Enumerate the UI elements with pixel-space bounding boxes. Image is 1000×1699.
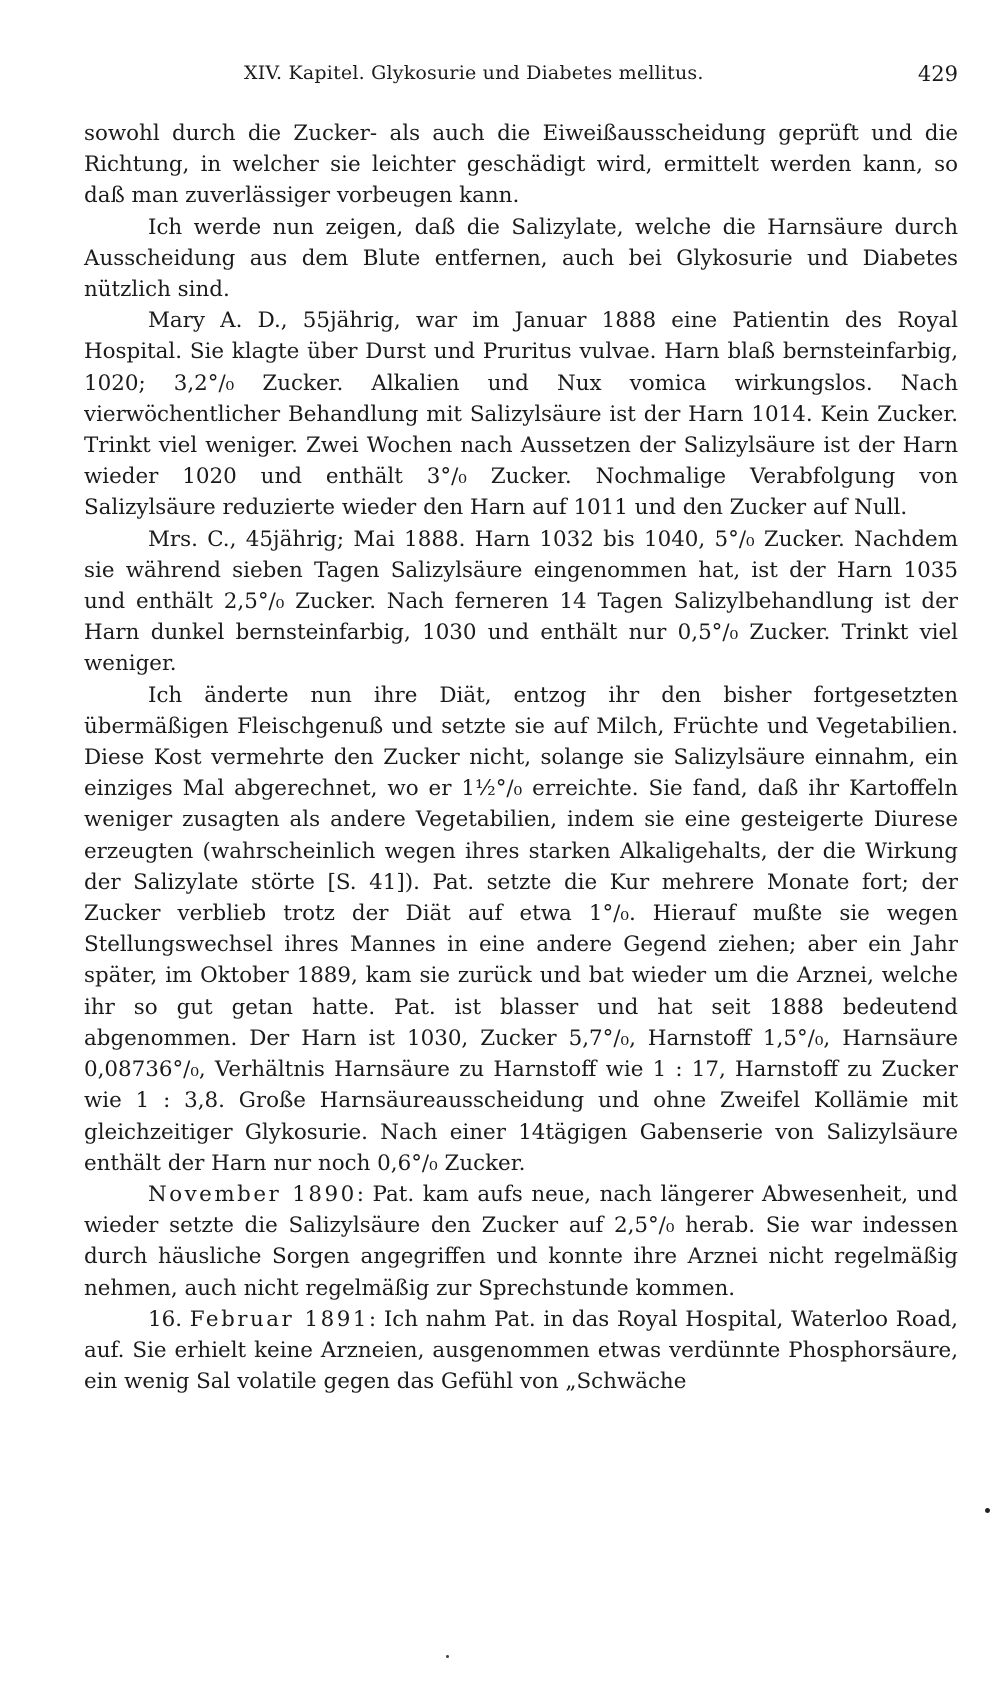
date-heading: November 1890: [148, 1181, 357, 1207]
paragraph: [84, 680, 958, 1179]
running-header: [84, 62, 958, 92]
text-run: Ich änderte nun ihre Diät, entzog ihr den bisher fortgesetzten übermäßigen Fleischgenuß und setzte sie auf Milch, Früchte und Vegetabilien. Diese Kost vermehrte den Zucker nicht, solange sie Salizylsäure einnahm, ein einziges Mal abgerechnet, wo er 1½°/₀ erreichte. Sie fand, daß ihr Kartoffeln weniger zusagten als andere Vegetabilien, indem sie eine gesteigerte Diurese erzeugten (wahrscheinlich wegen ihres starken Alkaligehalts, der die Wirkung der Salizylate störte [S. 41]). Pat. setzte die Kur mehrere Monate fort; der Zucker verblieb trotz der Diät auf etwa 1°/₀. Hierauf mußte sie wegen Stellungswechsel ihres Mannes in eine andere Gegend ziehen; aber ein Jahr später, im Oktober 1889, kam sie zurück und bat wieder um die Arznei, welche ihr so gut getan hatte. Pat. ist blasser und hat seit 1888 bedeutend abgenommen. Der Harn ist 1030, Zucker 5,7°/₀, Harnstoff 1,5°/₀, Harnsäure 0,08736°/₀, Verhältnis Harnsäure zu Harnstoff wie 1 : 17, Harnstoff zu Zucker wie 1 : 3,8. Große Harnsäureausscheidung und ohne Zweifel Kollämie mit gleichzeitiger Glykosurie. Nach einer 14tägigen Gabenserie von Salizylsäure enthält der Harn nur noch 0,6°/₀ Zucker.: [84, 682, 958, 1176]
paragraph: [84, 524, 958, 680]
paragraph: [84, 118, 958, 212]
paragraph: [84, 212, 958, 306]
text-run: 16.: [148, 1306, 190, 1332]
text-run: Ich werde nun zeigen, daß die Salizylate, welche die Harnsäure durch Ausscheidung aus dem Blute entfernen, auch bei Glykosurie und Diabetes nützlich sind.: [84, 214, 958, 303]
chapter-title: XIV. Kapitel. Glykosurie und Diabetes mellitus.: [244, 62, 704, 84]
page-speck: [446, 1655, 449, 1658]
date-heading: Februar 1891: [189, 1306, 369, 1332]
paragraph: [84, 1304, 958, 1398]
margin-mark: [985, 1508, 990, 1513]
text-run: : Pat. kam aufs neue, nach längerer Abwesenheit, und wieder setzte die Salizylsäure den Zucker auf 2,5°/₀ herab. Sie war indessen durch häusliche Sorgen angegriffen und konnte ihre Arznei nicht regelmäßig nehmen, auch nicht regelmäßig zur Sprechstunde kommen.: [84, 1181, 958, 1301]
text-run: sowohl durch die Zucker- als auch die Eiweißausscheidung geprüft und die Richtung, in welcher sie leichter geschädigt wird, ermittelt werden kann, so daß man zuverlässiger vorbeugen kann.: [84, 121, 958, 209]
text-run: : Ich nahm Pat. in das Royal Hospital, Waterloo Road, auf. Sie erhielt keine Arzneien, ausgenommen etwas verdünnte Phosphorsäure, ein wenig Sal volatile gegen das Gefühl von „Schwäche: [84, 1306, 958, 1395]
paragraph: [84, 1179, 958, 1304]
body-text: [84, 118, 958, 1397]
paragraph: [84, 305, 958, 523]
page-number: 429: [917, 62, 958, 86]
text-run: Mrs. C., 45jährig; Mai 1888. Harn 1032 bis 1040, 5°/₀ Zucker. Nachdem sie während sieben Tagen Salizylsäure eingenommen hat, ist der Harn 1035 und enthält 2,5°/₀ Zucker. Nach ferneren 14 Tagen Salizylbehandlung ist der Harn dunkel bernsteinfarbig, 1030 und enthält nur 0,5°/₀ Zucker. Trinkt viel weniger.: [84, 526, 958, 677]
text-run: Mary A. D., 55jährig, war im Januar 1888 eine Patientin des Royal Hospital. Sie klagte über Durst und Pruritus vulvae. Harn blaß bernsteinfarbig, 1020; 3,2°/₀ Zucker. Alkalien und Nux vomica wirkungslos. Nach vierwöchentlicher Behandlung mit Salizylsäure ist der Harn 1014. Kein Zucker. Trinkt viel weniger. Zwei Wochen nach Aussetzen der Salizylsäure ist der Harn wieder 1020 und enthält 3°/₀ Zucker. Nochmalige Verabfolgung von Salizylsäure reduzierte wieder den Harn auf 1011 und den Zucker auf Null.: [84, 308, 958, 521]
